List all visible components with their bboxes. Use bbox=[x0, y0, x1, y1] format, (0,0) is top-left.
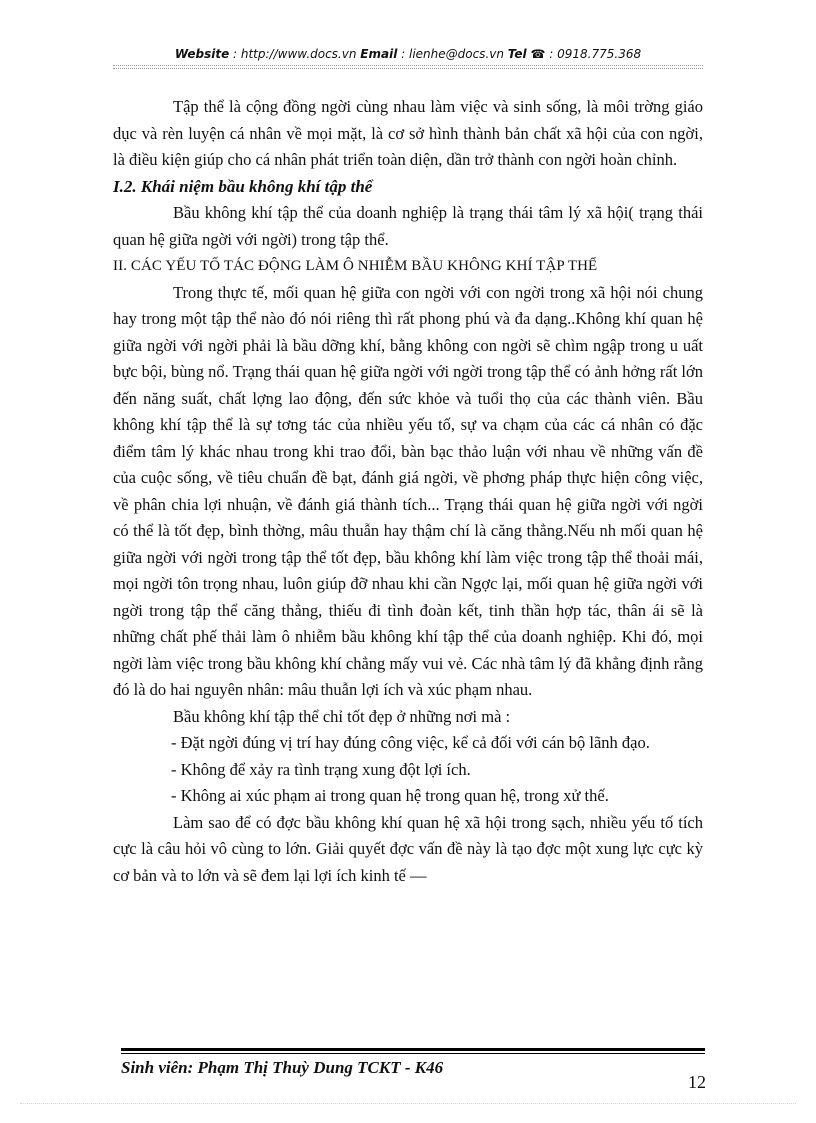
header-divider bbox=[113, 65, 703, 66]
website-label: Website bbox=[174, 47, 230, 61]
paragraph-5: Làm sao để có đợc bầu không khí quan hệ xã hội trong sạch, nhiều yếu tố tích cực là câu hỏi vô cùng to lớn. Giải quyết đợc vấn đề này là tạo đợc một xung lực cực kỳ cơ bản và to lớn và sẽ đem lại lợi ích kinh tế — bbox=[113, 812, 703, 885]
email-address: : lienhe@docs.vn bbox=[397, 47, 508, 61]
document-body bbox=[113, 94, 703, 889]
paragraph-1: Tập thể là cộng đồng ngời cùng nhau làm việc và sinh sống, là môi trờng giáo dục và rèn luyện cá nhân về mọi mặt, là cơ sở hình thành bản chất xã hội của con ngời, là điều kiện giúp cho cá nhân phát triển toàn diện, dần trở thành con ngời hoàn chỉnh. bbox=[113, 97, 703, 169]
page-header bbox=[0, 47, 816, 61]
footer-divider-thick bbox=[121, 1048, 705, 1051]
list-item-3: - Không ai xúc phạm ai trong quan hệ trong quan hệ, trong xử thế. bbox=[171, 786, 609, 805]
footer-author: Sinh viên: Phạm Thị Thuỳ Dung TCKT - K46 bbox=[121, 1058, 444, 1077]
section-heading-2: II. CÁC YẾU TỐ TÁC ĐỘNG LÀM Ô NHIỄM BẦU KHÔNG KHÍ TẬP THỂ bbox=[113, 258, 598, 274]
tel-number: : 0918.775.368 bbox=[545, 47, 642, 61]
section-heading-1-2: I.2. Khái niệm bầu không khí tập thể bbox=[113, 176, 373, 196]
paragraph-3: Trong thực tế, mối quan hệ giữa con ngời với con ngời trong xã hội nói chung hay trong một tập thể nào đó nói riêng thì rất phong phú và đa dạng..Không khí quan hệ giữa ngời với ngời phải là bầu dỡng khí, bằng không con ngời sẽ chìm ngập trong u uất bực bội, bùng nổ. Trạng thái quan hệ giữa ngời với ngời trong tập thể có ảnh hởng rất lớn đến năng suất, chất lợng lao động, đến sức khỏe và tuổi thọ của các thành viên. Bầu không khí tập thể là sự tơng tác của nhiều yếu tố, sự va chạm của các cá nhân có đặc điểm tâm lý khác nhau trong khi trao đổi, bàn bạc thảo luận với nhau về những vấn đề của cuộc sống, về tiêu chuẩn đề bạt, đánh giá ngời, về phơng pháp thực hiện công việc, về phân chia lợi nhuận, về đánh giá thành tích... Trạng thái quan hệ giữa ngời với ngời có thể là tốt đẹp, bình thờng, mâu thuẫn hay thậm chí là căng thẳng.Nếu nh mối quan hệ giữa ngời với ngời trong tập thể tốt đẹp, bầu không khí làm việc trong tập thể thoải mái, mọi ngời tôn trọng nhau, luôn giúp đỡ nhau khi cần Ngợc lại, mối quan hệ giữa ngời với ngời trong tập thể căng thẳng, thiếu đi tình đoàn kết, tinh thần hợp tác, thân ái sẽ là những chất phế thải làm ô nhiễm bầu không khí tập thể của doanh nghiệp. Khi đó, mọi ngời làm việc trong bầu không khí chẳng mấy vui vẻ. Các nhà tâm lý đã khẳng định rằng đó là do hai nguyên nhân: mâu thuẫn lợi ích và xúc phạm nhau. bbox=[113, 282, 703, 699]
tel-label: Tel bbox=[507, 47, 527, 61]
header-divider-2 bbox=[113, 68, 703, 69]
phone-icon: ☎ bbox=[530, 47, 546, 61]
paragraph-4: Bầu không khí tập thể chỉ tốt đẹp ở những nơi mà : bbox=[173, 706, 511, 726]
email-label: Email bbox=[360, 47, 398, 61]
footer-divider-thin bbox=[121, 1053, 705, 1054]
page-number: 12 bbox=[688, 1072, 706, 1092]
paragraph-2: Bầu không khí tập thể của doanh nghiệp là trạng thái tâm lý xã hội( trạng thái quan hệ giữa ngời với ngời) trong tập thể. bbox=[113, 203, 703, 249]
website-url: : http://www.docs.vn bbox=[229, 47, 361, 61]
bottom-border bbox=[20, 1103, 796, 1104]
list-item-1: - Đặt ngời đúng vị trí hay đúng công việc, kể cả đối với cán bộ lãnh đạo. bbox=[171, 733, 650, 752]
list-item-2: - Không để xảy ra tình trạng xung đột lợi ích. bbox=[171, 759, 471, 779]
